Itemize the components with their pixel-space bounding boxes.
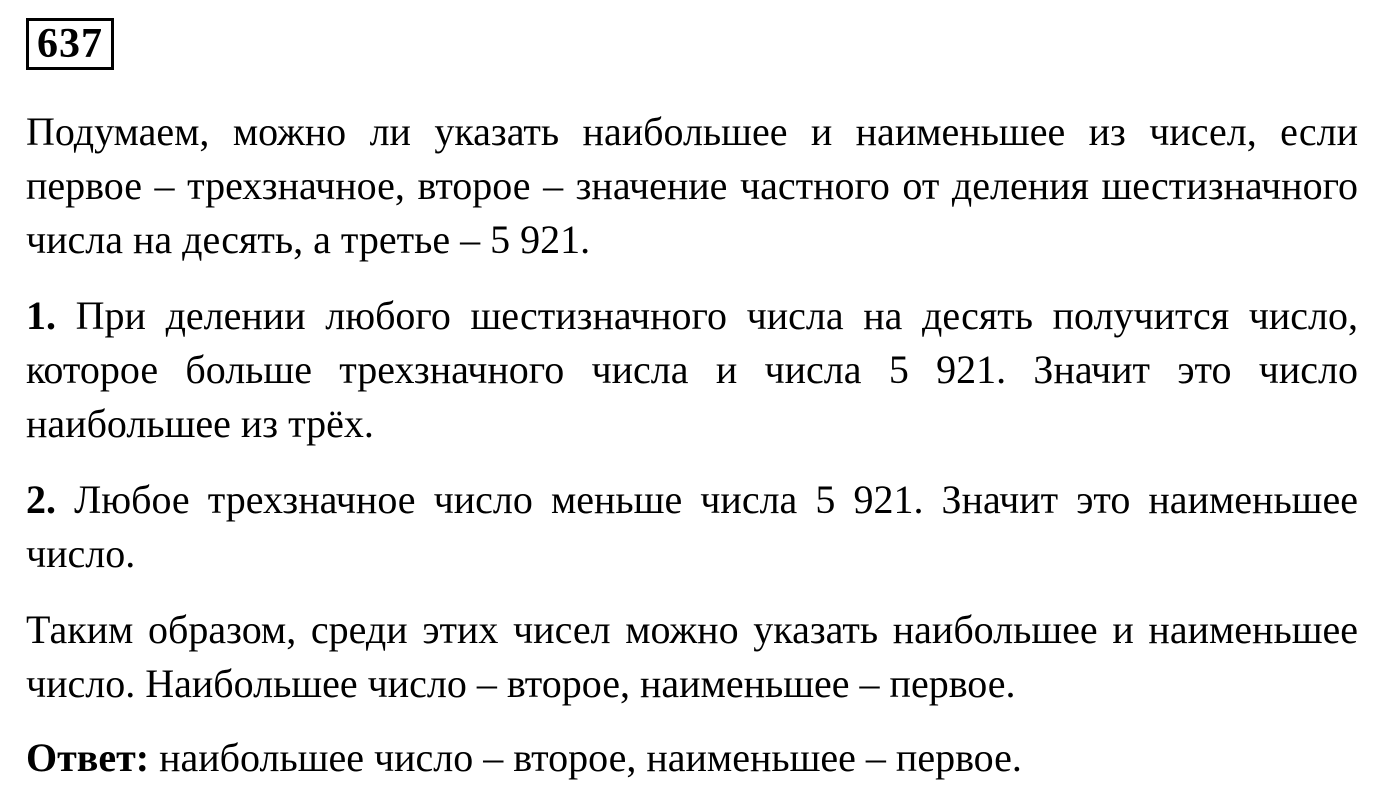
answer-label: Ответ: [26,735,150,780]
step-2-paragraph [26,473,1358,581]
step-1-text: При делении любого шестизначного числа на десять получится число, которое больше трехзначного числа и числа 5 921. Значит это число наибольшее из трёх. [26,293,1358,446]
conclusion-paragraph: Таким образом, среди этих чисел можно указать наибольшее и наименьшее число. Наибольшее число – второе, наименьшее – первое. [26,607,1358,706]
step-2-text: Любое трехзначное число меньше числа 5 921. Значит это наименьшее число. [26,477,1358,576]
document-page [26,18,1358,785]
answer-text: наибольшее число – второе, наименьшее – первое. [149,735,1022,780]
step-2-label: 2. [26,477,56,522]
answer-paragraph [26,731,1358,785]
step-1-paragraph [26,289,1358,451]
intro-paragraph: Подумаем, можно ли указать наибольшее и наименьшее из чисел, если первое – трехзначное, второе – значение частного от деления шестизначного числа на десять, а третье – 5 921. [26,109,1358,262]
task-number-box: 637 [26,18,114,70]
step-1-label: 1. [26,293,56,338]
